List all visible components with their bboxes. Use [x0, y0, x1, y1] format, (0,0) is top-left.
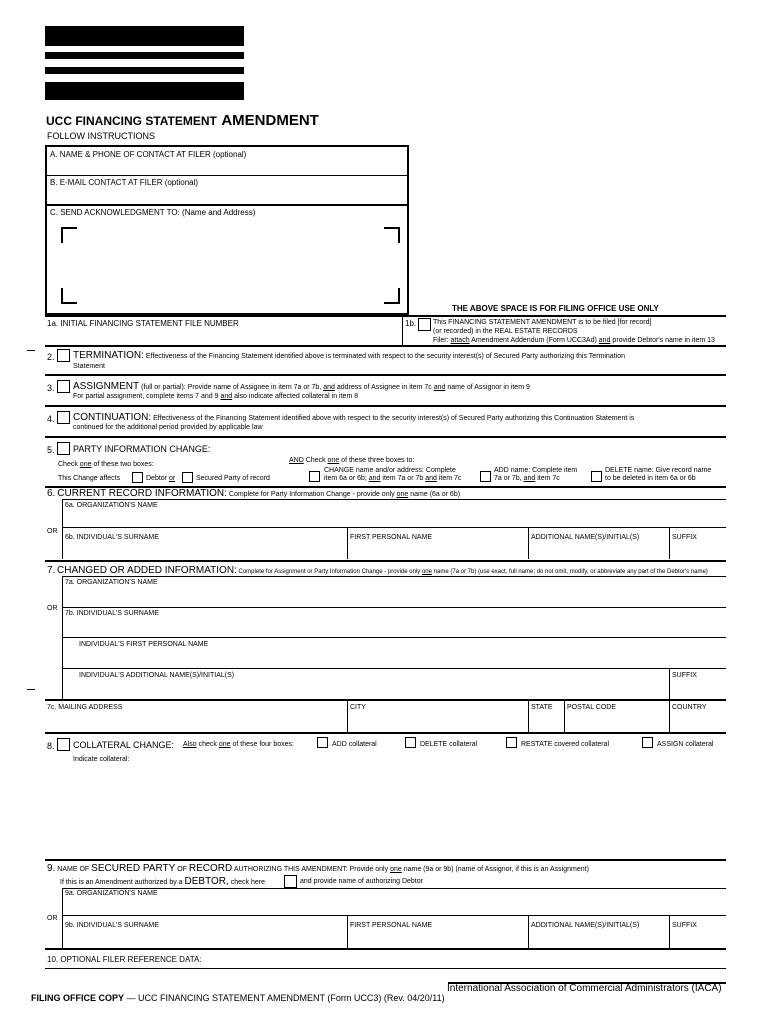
item-7c-field[interactable]	[47, 714, 345, 730]
item-6-header: 6. CURRENT RECORD INFORMATION: Complete for Party Information Change - provide only one name (6a or 6b)	[47, 488, 461, 499]
item-9-or: OR	[47, 915, 58, 922]
debtor-authorized-checkbox[interactable]	[284, 875, 297, 888]
item-9-suffix-field[interactable]	[671, 931, 724, 946]
this-change-affects-label: This Change affects	[58, 475, 121, 482]
assignment-line-2: For partial assignment, complete items 7 and 9 and also indicate affected collateral in item 8	[73, 393, 359, 400]
item-1b-line-1: This FINANCING STATEMENT AMENDMENT is to be filed [for record]	[433, 319, 652, 326]
item-6a-label: 6a. ORGANIZATION'S NAME	[65, 502, 158, 509]
item-9b-field[interactable]	[64, 931, 346, 946]
item-7-state-field[interactable]	[530, 714, 562, 730]
item-4-number: 4.	[47, 414, 55, 424]
assign-collateral-label: ASSIGN collateral	[657, 741, 714, 748]
add-name-line-1: ADD name: Complete item	[494, 467, 578, 474]
collateral-change-title: COLLATERAL CHANGE:	[73, 740, 175, 750]
add-collateral-label: ADD collateral	[332, 741, 377, 748]
item-6-additional-names-field[interactable]	[530, 543, 668, 557]
item-2-number: 2.	[47, 352, 55, 362]
item-7-additional-names-field[interactable]	[78, 681, 667, 697]
assign-collateral-checkbox[interactable]	[642, 737, 653, 748]
and-check-one-of-three-label: AND Check one of these three boxes to:	[289, 457, 415, 464]
termination-line-1: TERMINATION: Effectiveness of the Financing Statement identified above is terminated with respect to the security interest(s) of Secured Party authorizing this Termination	[73, 350, 625, 361]
item-7-city-field[interactable]	[349, 714, 527, 730]
delete-collateral-checkbox[interactable]	[405, 737, 416, 748]
item-7-first-name-label: INDIVIDUAL'S FIRST PERSONAL NAME	[79, 641, 209, 648]
secured-party-checkbox[interactable]	[182, 472, 193, 483]
send-acknowledgment-label: C. SEND ACKNOWLEDGMENT TO: (Name and Address)	[50, 208, 256, 217]
item-1b-number: 1b.	[405, 319, 417, 328]
item-6-or: OR	[47, 528, 58, 535]
send-acknowledgment-field[interactable]	[62, 228, 398, 304]
item-6b-label: 6b. INDIVIDUAL'S SURNAME	[65, 534, 159, 541]
item-9-first-name-field[interactable]	[349, 931, 527, 946]
corner-mark-bottom-left	[61, 288, 77, 304]
item-6-first-name-field[interactable]	[349, 543, 527, 557]
item-8-number: 8.	[47, 741, 55, 751]
email-at-filer-label: B. E-MAIL CONTACT AT FILER (optional)	[50, 178, 199, 187]
debtor-or-label: Debtor or	[146, 475, 176, 482]
initial-file-number-label: 1a. INITIAL FINANCING STATEMENT FILE NUMBER	[47, 319, 239, 328]
item-7-postal-label: POSTAL CODE	[567, 704, 617, 711]
change-name-line-1: CHANGE name and/or address: Complete	[324, 467, 456, 474]
assignment-checkbox[interactable]	[57, 380, 70, 393]
contact-at-filer-field[interactable]	[48, 161, 406, 174]
item-3-number: 3.	[47, 383, 55, 393]
filing-office-use-note: THE ABOVE SPACE IS FOR FILING OFFICE USE ONLY	[452, 304, 659, 313]
item-6a-field[interactable]	[64, 511, 724, 525]
contact-at-filer-label: A. NAME & PHONE OF CONTACT AT FILER (optional)	[50, 150, 247, 159]
item-7-suffix-field[interactable]	[671, 681, 724, 697]
restate-collateral-checkbox[interactable]	[506, 737, 517, 748]
change-name-line-2: item 6a or 6b; and item 7a or 7b and item 7c	[324, 475, 462, 482]
continuation-line-1: CONTINUATION: Effectiveness of the Financing Statement identified above with respect to the security interest(s) of Secured Party authorizing this Continuation Statement is	[73, 412, 635, 423]
item-1b-line-3: Filer: attach Amendment Addendum (Form UCC3Ad) and provide Debtor's name in item 13	[433, 337, 715, 344]
debtor-authorized-tail: and provide name of authorizing Debtor	[300, 878, 423, 885]
indicate-collateral-label: Indicate collateral:	[73, 756, 130, 763]
item-7-postal-field[interactable]	[566, 714, 668, 730]
item-7-suffix-label: SUFFIX	[672, 672, 697, 679]
item-7-or: OR	[47, 605, 58, 612]
add-name-line-2: 7a or 7b, and item 7c	[494, 475, 560, 482]
header-bar-1	[45, 26, 244, 46]
debtor-checkbox[interactable]	[132, 472, 143, 483]
item-7b-label: 7b. INDIVIDUAL'S SURNAME	[65, 610, 159, 617]
corner-mark-top-left	[61, 227, 77, 243]
item-6-suffix-label: SUFFIX	[672, 534, 697, 541]
item-9a-label: 9a. ORGANIZATION'S NAME	[65, 890, 158, 897]
termination-checkbox[interactable]	[57, 349, 70, 362]
item-9-header: 9. NAME OF SECURED PARTY OF RECORD AUTHORIZING THIS AMENDMENT: Provide only one name (9a or 9b) (name of Assignor, if this is an Assignment)	[47, 863, 589, 874]
header-bar-3	[45, 67, 244, 74]
item-7-header: 7. CHANGED OR ADDED INFORMATION: Complete for Assignment or Party Information Change - provide only one name (7a or 7b) (use exact, full name; do not omit, modify, or abbreviate any part of the Debtor's name)	[47, 565, 708, 576]
item-5-number: 5.	[47, 445, 55, 455]
add-name-checkbox[interactable]	[480, 471, 491, 482]
item-7c-label: 7c. MAILING ADDRESS	[47, 704, 123, 711]
secured-party-of-record-label: Secured Party of record	[196, 475, 270, 482]
debtor-authorized-line: If this is an Amendment authorized by a DEBTOR, check here	[60, 876, 266, 887]
delete-name-line-2: to be deleted in item 6a or 6b	[605, 475, 696, 482]
form-title: UCC FINANCING STATEMENT AMENDMENT	[46, 112, 319, 129]
item-7-state-label: STATE	[531, 704, 553, 711]
check-one-of-two-label: Check one of these two boxes:	[58, 461, 154, 468]
item-9-additional-names-field[interactable]	[530, 931, 668, 946]
item-1b-line-2: (or recorded) in the REAL ESTATE RECORDS	[433, 328, 578, 335]
optional-filer-reference-label: 10. OPTIONAL FILER REFERENCE DATA:	[47, 955, 202, 964]
indicate-collateral-field[interactable]	[47, 766, 724, 856]
email-at-filer-field[interactable]	[48, 189, 406, 202]
restate-collateral-label: RESTATE covered collateral	[521, 741, 610, 748]
continuation-checkbox[interactable]	[57, 411, 70, 424]
change-name-checkbox[interactable]	[309, 471, 320, 482]
item-7b-field[interactable]	[64, 619, 724, 635]
real-estate-records-checkbox[interactable]	[418, 318, 431, 331]
corner-mark-top-right	[384, 227, 400, 243]
item-6-first-name-label: FIRST PERSONAL NAME	[350, 534, 433, 541]
item-6-suffix-field[interactable]	[671, 543, 724, 557]
optional-filer-reference-field[interactable]	[225, 953, 724, 967]
add-collateral-checkbox[interactable]	[317, 737, 328, 748]
item-9-suffix-label: SUFFIX	[672, 922, 697, 929]
item-7-country-field[interactable]	[671, 714, 724, 730]
termination-line-2: Statement	[73, 363, 105, 370]
header-bar-4	[45, 82, 244, 100]
delete-collateral-label: DELETE collateral	[420, 741, 478, 748]
corner-mark-bottom-right	[384, 288, 400, 304]
item-7-first-name-field[interactable]	[78, 650, 724, 666]
header-bar-2	[45, 52, 244, 59]
footer-organization: International Association of Commercial Administrators (IACA)	[447, 983, 722, 994]
item-9-first-name-label: FIRST PERSONAL NAME	[350, 922, 433, 929]
follow-instructions: FOLLOW INSTRUCTIONS	[47, 131, 156, 141]
item-7-city-label: CITY	[350, 704, 366, 711]
initial-file-number-field[interactable]	[47, 330, 400, 344]
footer-form-id: FILING OFFICE COPY — UCC FINANCING STATEMENT AMENDMENT (Form UCC3) (Rev. 04/20/11)	[31, 993, 445, 1003]
item-9a-field[interactable]	[64, 899, 724, 913]
item-9-additional-names-label: ADDITIONAL NAME(S)/INITIAL(S)	[531, 922, 640, 929]
collateral-change-checkbox[interactable]	[57, 738, 70, 751]
item-7-additional-names-label: INDIVIDUAL'S ADDITIONAL NAME(S)/INITIAL(S)	[79, 672, 235, 679]
item-7a-field[interactable]	[64, 589, 724, 605]
item-6-additional-names-label: ADDITIONAL NAME(S)/INITIAL(S)	[531, 534, 640, 541]
item-9b-label: 9b. INDIVIDUAL'S SURNAME	[65, 922, 159, 929]
item-7a-label: 7a. ORGANIZATION'S NAME	[65, 579, 158, 586]
assignment-line-1: ASSIGNMENT (full or partial): Provide name of Assignee in item 7a or 7b, and address of Assignee in item 7c and name of Assignor in item 9	[73, 381, 530, 392]
delete-name-line-1: DELETE name: Give record name	[605, 467, 712, 474]
continuation-line-2: continued for the additional period provided by applicable law	[73, 424, 263, 431]
party-info-change-checkbox[interactable]	[57, 442, 70, 455]
check-one-of-four-label: Also check one of these four boxes:	[183, 741, 294, 748]
item-7-country-label: COUNTRY	[672, 704, 707, 711]
item-6b-field[interactable]	[64, 543, 346, 557]
delete-name-checkbox[interactable]	[591, 471, 602, 482]
party-info-change-title: PARTY INFORMATION CHANGE:	[73, 444, 211, 454]
